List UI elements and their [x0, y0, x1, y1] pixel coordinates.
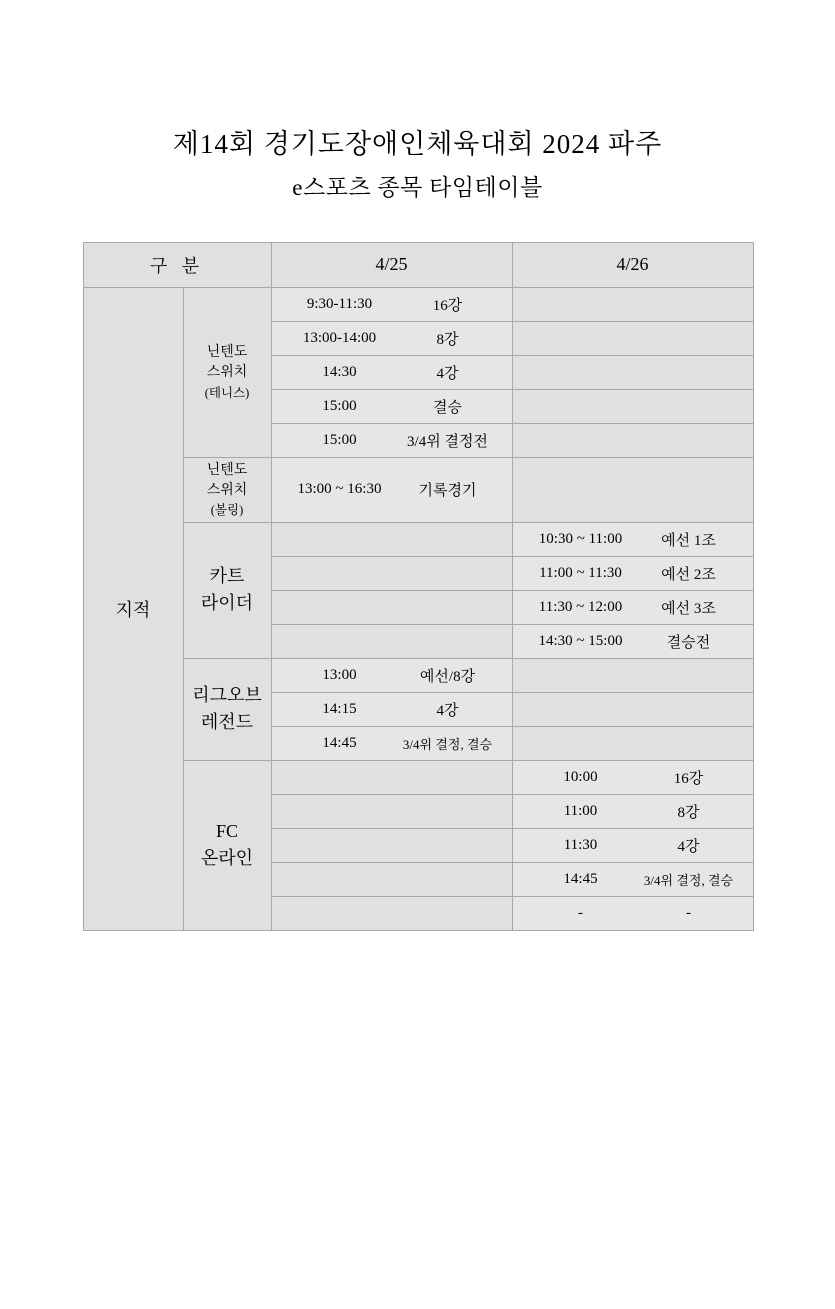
event-cell-lol [183, 658, 271, 760]
schedule-cell-day2 [512, 556, 753, 590]
slot-round: 8강 [436, 331, 459, 348]
schedule-cell-day2 [512, 522, 753, 556]
slot-round: 3/4위 결정, 결승 [643, 872, 734, 888]
schedule-cell-day2 [512, 389, 753, 423]
slot-round: 결승전 [666, 634, 711, 651]
event-name-line1: FC [215, 821, 239, 842]
slot-round: 16강 [432, 297, 463, 314]
slot-round: 16강 [673, 770, 704, 787]
slot-time: 14:30 [322, 363, 357, 380]
schedule-cell-day2 [512, 624, 753, 658]
schedule-cell-day1 [271, 692, 512, 726]
schedule-cell-day1 [271, 862, 512, 896]
event-name-line2: 스위치 [206, 365, 248, 381]
slot-round: 예선 1조 [661, 532, 716, 549]
event-name-line1: 카트 [209, 566, 245, 587]
schedule-cell-day1 [271, 794, 512, 828]
slot-time: 15:00 [322, 431, 357, 448]
timetable [83, 242, 754, 931]
event-name-line1: 닌텐도 [206, 345, 248, 361]
event-cell-kartrider [183, 522, 271, 658]
schedule-cell-day1 [271, 321, 512, 355]
header-gubun: 구 분 [83, 242, 271, 287]
slot-time: 10:30 ~ 11:00 [538, 530, 623, 547]
schedule-cell-day2 [512, 896, 753, 930]
slot-time: 13:00 [322, 666, 357, 683]
timetable-wrapper [83, 242, 753, 931]
slot-time: 11:00 ~ 11:30 [539, 564, 622, 581]
slot-time: 11:00 [563, 802, 598, 819]
schedule-cell-day1 [271, 896, 512, 930]
table-header [83, 242, 753, 287]
schedule-cell-day1 [271, 726, 512, 760]
schedule-cell-day1 [271, 355, 512, 389]
schedule-cell-day1 [271, 760, 512, 794]
event-name-sub: (테니스) [204, 385, 250, 400]
schedule-cell-day2 [512, 321, 753, 355]
slot-time: 10:00 [563, 768, 598, 785]
table-body [83, 287, 753, 930]
schedule-cell-day1 [271, 389, 512, 423]
event-cell-switch-tennis [183, 287, 271, 457]
slot-round: 예선 2조 [661, 566, 716, 583]
slot-time: 14:45 [322, 734, 357, 751]
event-cell-fc-online [183, 760, 271, 930]
event-name-line2: 스위치 [206, 482, 248, 498]
schedule-cell-day2 [512, 862, 753, 896]
header-day1: 4/25 [271, 242, 512, 287]
page-subtitle: e스포츠 종목 타임테이블 [292, 175, 543, 201]
schedule-cell-day2 [512, 828, 753, 862]
schedule-cell-day1 [271, 828, 512, 862]
schedule-cell-day2 [512, 355, 753, 389]
slot-time: 13:00 ~ 16:30 [297, 481, 382, 498]
schedule-cell-day1 [271, 556, 512, 590]
slot-time: 14:15 [322, 700, 357, 717]
schedule-cell-day1 [271, 658, 512, 692]
group-cell-intellectual: 지적 [83, 287, 183, 930]
table-row [83, 760, 753, 794]
event-name-line2: 레전드 [200, 712, 254, 733]
schedule-cell-day2 [512, 287, 753, 321]
schedule-cell-day2 [512, 760, 753, 794]
slot-time: 9:30-11:30 [306, 295, 373, 312]
event-name-line1: 리그오브 [192, 685, 262, 706]
slot-time: 11:30 ~ 12:00 [538, 598, 623, 615]
slot-round: 8강 [677, 804, 700, 821]
schedule-cell-day2 [512, 726, 753, 760]
slot-round: 결승 [433, 399, 462, 416]
table-header-row [83, 242, 753, 287]
table-row [83, 658, 753, 692]
slot-time: 13:00-14:00 [302, 329, 377, 346]
slot-round: 4강 [677, 838, 700, 855]
slot-round: 3/4위 결정, 결승 [402, 736, 493, 752]
slot-round: 4강 [436, 702, 459, 719]
header-day2: 4/26 [512, 242, 753, 287]
page-title: 제14회 경기도장애인체육대회 2024 파주 [172, 129, 663, 159]
schedule-cell-day2 [512, 590, 753, 624]
schedule-cell-day1 [271, 457, 512, 522]
schedule-cell-day1 [271, 287, 512, 321]
schedule-cell-day2 [512, 423, 753, 457]
slot-time: 14:45 [563, 870, 598, 887]
slot-time: 15:00 [322, 397, 357, 414]
table-row [83, 522, 753, 556]
schedule-cell-day2 [512, 658, 753, 692]
slot-time: 14:30 ~ 15:00 [538, 632, 623, 649]
schedule-cell-day1 [271, 624, 512, 658]
slot-round: 기록경기 [418, 483, 477, 500]
schedule-cell-day2 [512, 692, 753, 726]
document-page [0, 128, 835, 1309]
document-title-block [0, 128, 835, 202]
table-row [83, 287, 753, 321]
event-name-line1: 닌텐도 [206, 462, 248, 478]
schedule-cell-day1 [271, 590, 512, 624]
slot-round: - [686, 904, 691, 921]
schedule-cell-day1 [271, 423, 512, 457]
slot-round: 3/4위 결정전 [407, 433, 488, 450]
event-name-line2: 온라인 [200, 848, 254, 869]
event-cell-switch-bowling [183, 457, 271, 522]
table-row [83, 457, 753, 522]
schedule-cell-day2 [512, 794, 753, 828]
slot-round: 4강 [436, 365, 459, 382]
schedule-cell-day1 [271, 522, 512, 556]
slot-time: 11:30 [563, 836, 598, 853]
event-name-sub: (볼링) [210, 503, 244, 518]
event-name-line2: 라이더 [200, 593, 254, 614]
slot-round: 예선/8강 [419, 668, 476, 685]
slot-round: 예선 3조 [661, 600, 716, 617]
slot-time: - [578, 904, 583, 921]
schedule-cell-day2 [512, 457, 753, 522]
